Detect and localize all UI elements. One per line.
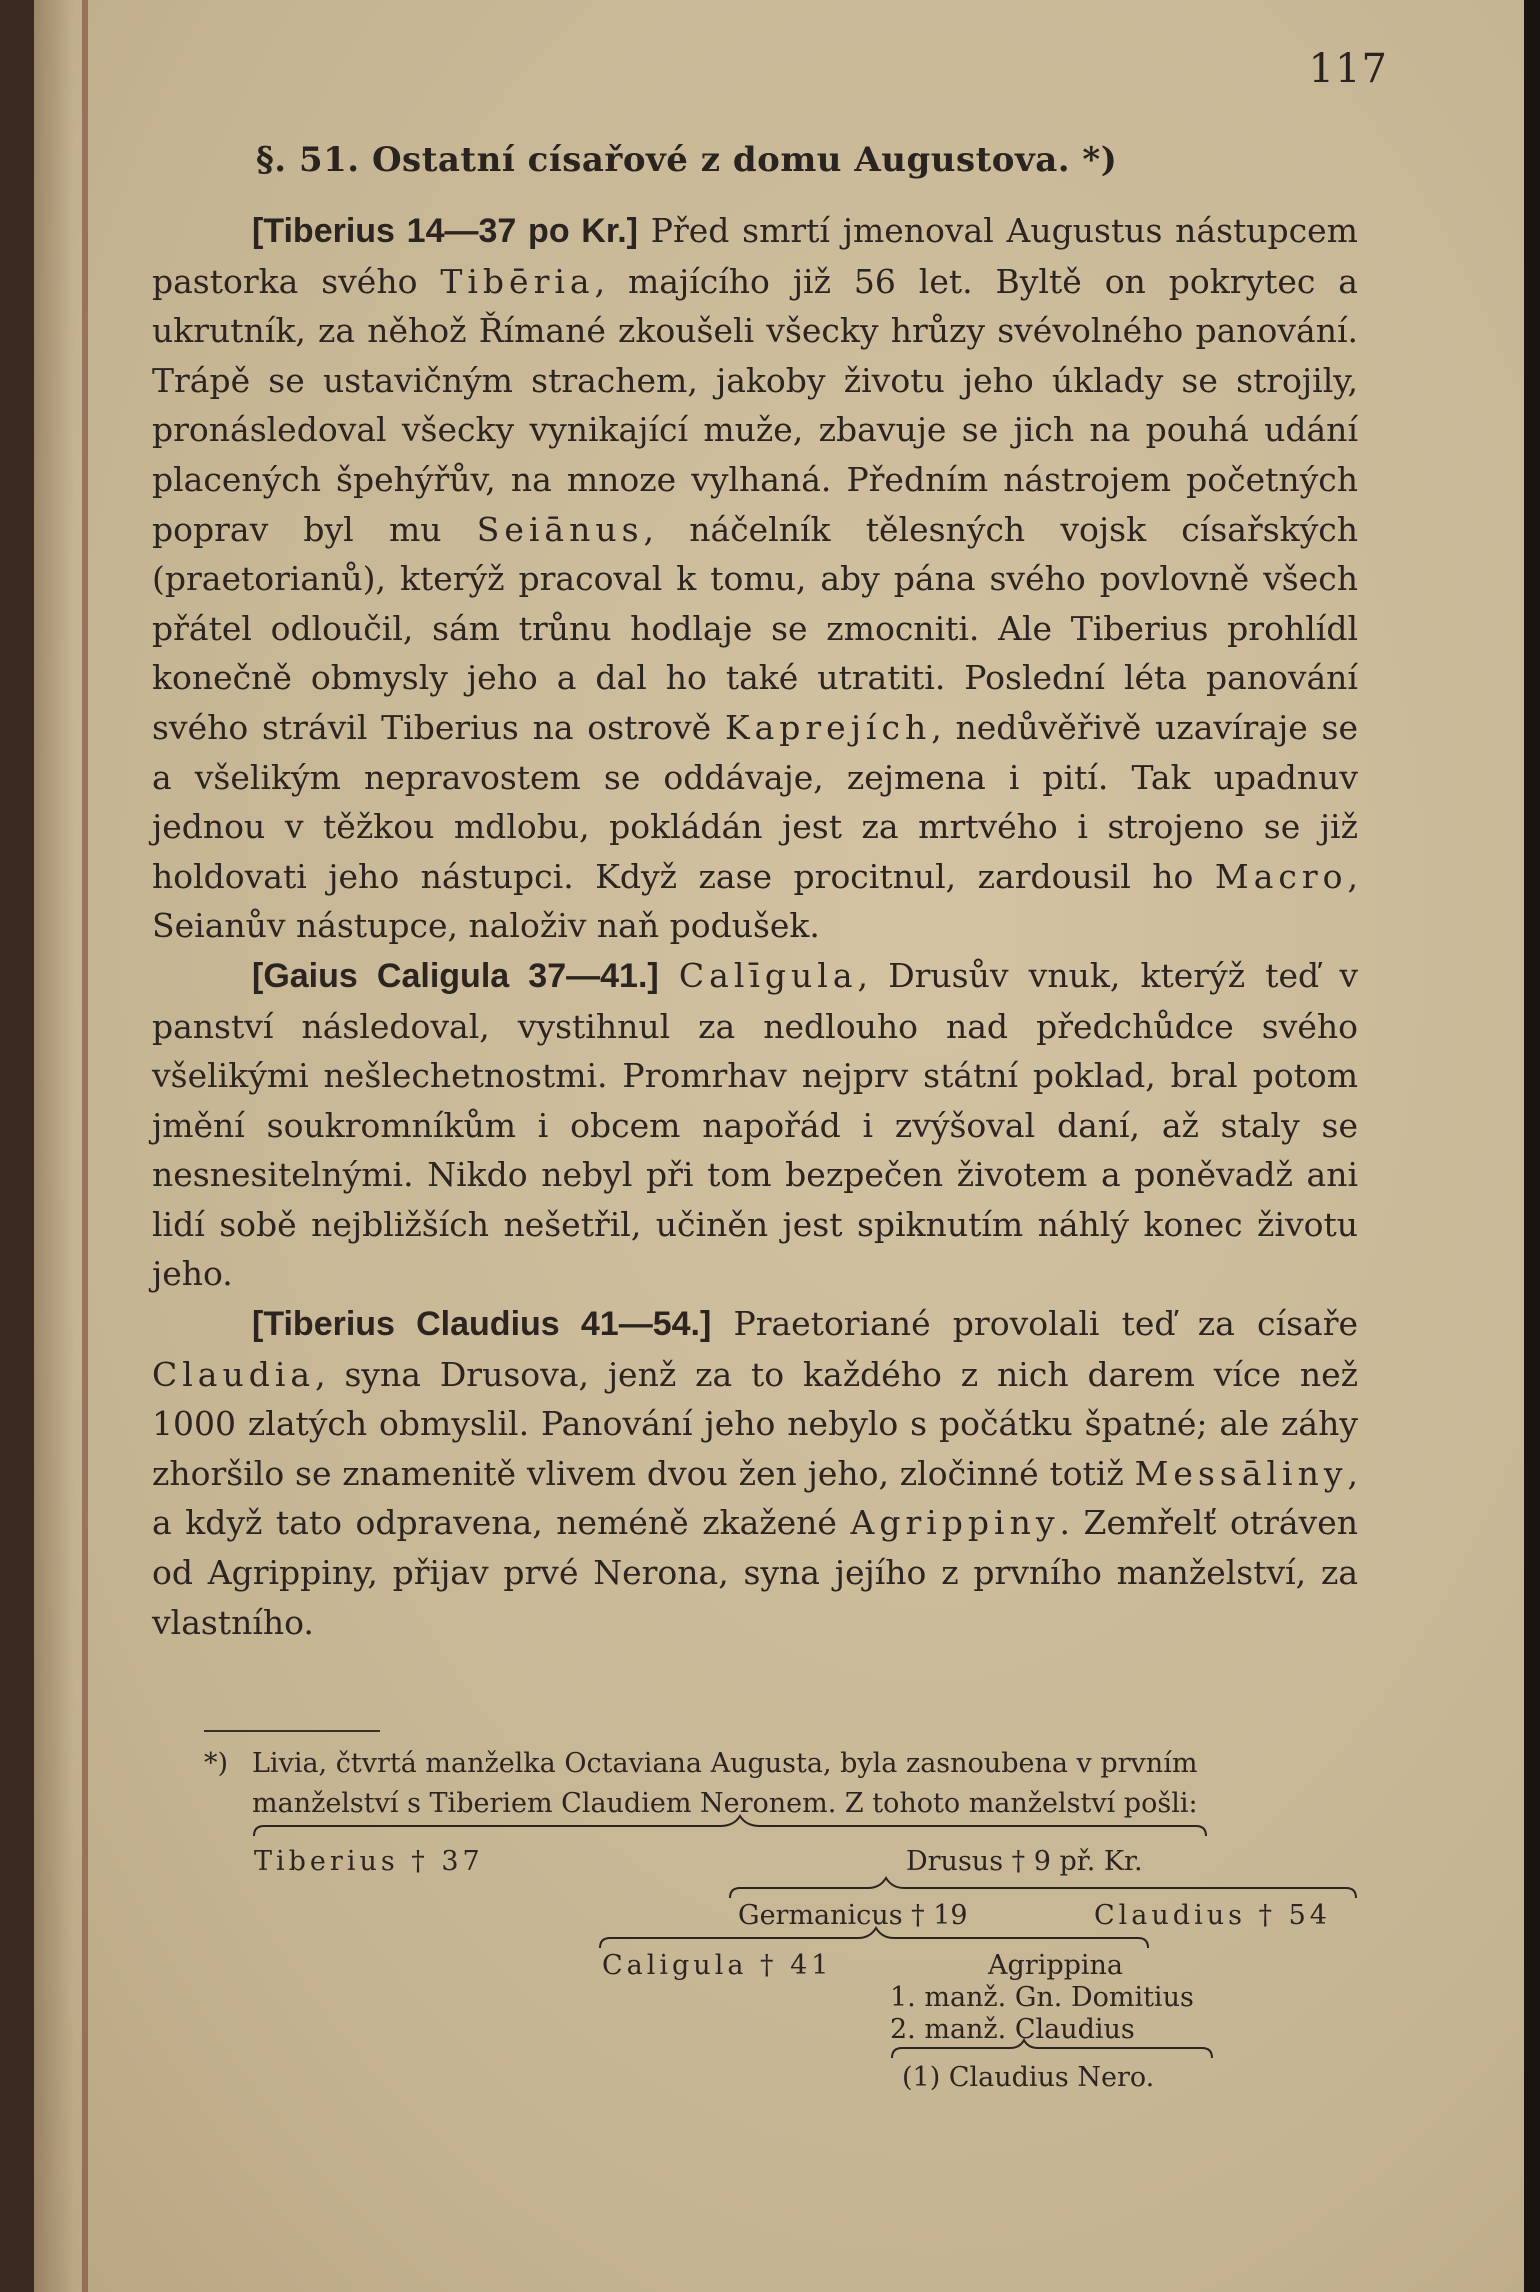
paragraph-tiberius: [Tiberius 14—37 po Kr.] Před smrtí jmenoval Augustus nástupcem pastorka svého Tibēria, majícího již 56 let. Byltě on pokrytec a ukrutník, za něhož Římané zkoušeli všecky hrůzy svévolného panování. Trápě se ustavičným strachem, jakoby životu jeho úklady se strojily, pronásledoval všecky vynikající muže, zbavuje se jich na pouhá udání placených špehýřův, na mnoze vylhaná. Předním nástrojem početných poprav byl mu Seiānus, náčelník tělesných vojsk císařských (praetorianů), kterýž pracoval k tomu, aby pána svého povlovně všech přátel odloučil, sám trůnu hodlaje se zmocniti. Ale Tiberius prohlídl konečně obmysly jeho a dal ho také utratiti. Poslední léta panování svého strávil Tiberius na ostrově Kaprejích, nedůvěřivě uzavíraje se a všelikým nepravostem se oddávaje, zejmena i pití. Tak upadnuv jednou v těžkou mdlobu, pokládán jest za mrtvého i strojeno se již holdovati jeho nástupci. Když zase procitnul, zardousil ho Macro, Seianův nástupce, naloživ naň podušek. (152, 211, 1359, 946)
tree-caligula: Caligula † 41 (602, 1950, 833, 1981)
paragraph-caligula: [Gaius Caligula 37—41.] Calīgula, Drusův vnuk, kterýž teď v panství následoval, vystihnul za nedlouho nad předchůdce svého všelikými nešlechetnostmi. Promrhav nejprv státní poklad, bral potom jmění soukromníkům i obcem napořád i zvýšoval daní, až staly se nesnesitelnými. Nikdo nebyl při tom bezpečen životem a poněvadž ani lidí sobě nejbližších nešetřil, učiněn jest spiknutím náhlý konec životu jeho. (152, 955, 1358, 1294)
tree-nero: (1) Claudius Nero. (902, 2062, 1155, 2093)
reign-bracket-claudius: [Tiberius Claudius 41—54.] (252, 1305, 712, 1344)
paragraph-claudius: [Tiberius Claudius 41—54.] Praetoriané provolali teď za císaře Claudia, syna Drusova, jenž za to každého z nich darem více než 1000 zlatých obmyslil. Panování jeho nebylo s počátku špatné; ale záhy zhoršilo se znamenitě vlivem dvou žen jeho, zločinné totiž Messāliny, a když tato odpravena, neméně zkažené Agrippiny. Zemřelť otráven od Agrippiny, přijav prvé Nerona, syna jejího z prvního manželství, za vlastního. (152, 1304, 1358, 1642)
section-heading: §. 51. Ostatní císařové z domu Augustova. *) (256, 140, 1118, 180)
name-messaliny: Messāliny (1134, 1453, 1348, 1493)
footnote-rule (204, 1730, 380, 1732)
tree-first-husband: 1. manž. Gn. Domitius (890, 1982, 1194, 2013)
footnote-line-2: manželství s Tiberiem Claudiem Neronem. Z tohoto manželství pošli: (252, 1788, 1198, 1819)
tree-germanicus: Germanicus † 19 (738, 1900, 968, 1931)
name-caligula: Calīgula (678, 955, 858, 995)
main-text (152, 206, 1358, 1647)
name-agrippiny: Agrippiny (850, 1503, 1060, 1543)
reign-bracket-tiberius: [Tiberius 14—37 po Kr.] (252, 212, 638, 250)
footnote-mark: *) (204, 1748, 229, 1779)
tree-tiberius: Tiberius † 37 (254, 1846, 484, 1877)
tree-claudius: Claudius † 54 (1094, 1900, 1331, 1931)
name-kaprejich: Kaprejích (724, 707, 932, 747)
tree-drusus: Drusus † 9 př. Kr. (906, 1846, 1143, 1877)
name-tiberius: Tibēria (440, 261, 595, 301)
page-number: 117 (1308, 46, 1388, 92)
name-macro: Macro (1214, 856, 1348, 896)
tree-second-husband: 2. manž. Claudius (890, 2014, 1135, 2045)
tree-agrippina: Agrippina (988, 1950, 1124, 1981)
name-claudia: Claudia (152, 1354, 316, 1394)
reign-bracket-caligula: [Gaius Caligula 37—41.] (252, 956, 659, 995)
page-edge (82, 0, 88, 2292)
footnote (204, 1744, 1360, 1824)
name-seianus: Seiānus (476, 509, 644, 549)
footnote-line-1: *) Livia, čtvrtá manželka Octaviana Augusta, byla zasnoubena v prvním (204, 1744, 1360, 1784)
book-spine (0, 0, 34, 2292)
